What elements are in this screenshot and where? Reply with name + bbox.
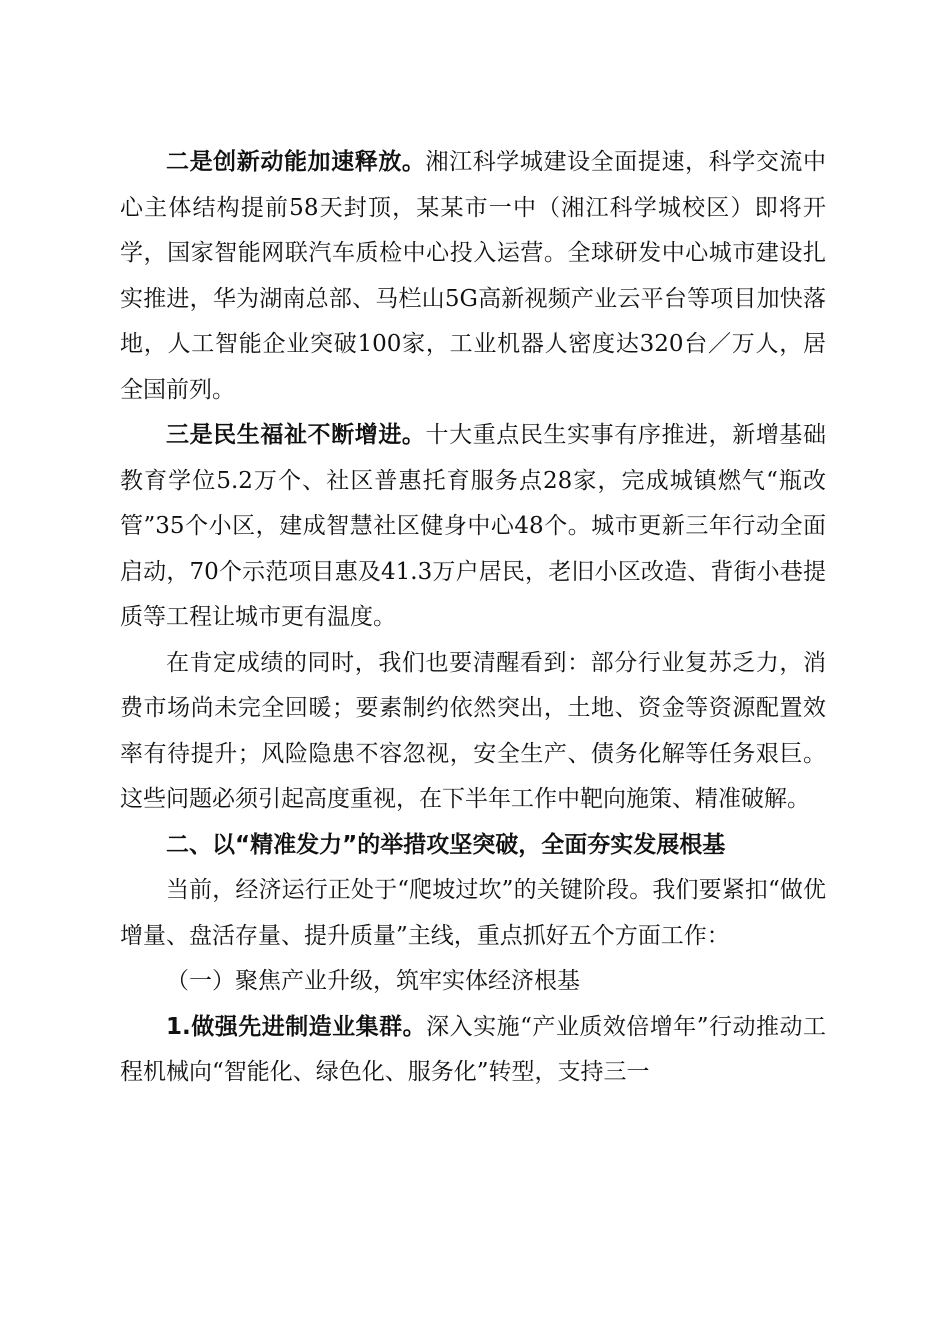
section-heading: 二、以“精准发力”的举措攻坚突破，全面夯实发展根基	[166, 831, 726, 858]
document-page	[120, 140, 826, 1096]
paragraph-innovation	[120, 140, 826, 413]
paragraph-intro: 当前，经济运行正处于“爬坡过坎”的关键阶段。我们要紧扣“做优增量、盘活存量、提升质量”主线，重点抓好五个方面工作：	[120, 877, 826, 949]
paragraph-lead: 三是民生福祉不断增进。	[166, 422, 426, 448]
paragraph-body: 在肯定成绩的同时，我们也要清醒看到：部分行业复苏乏力，消费市场尚未完全回暖；要素制约依然突出，土地、资金等资源配置效率有待提升；风险隐患不容忽视，安全生产、债务化解等任务艰巨。这些问题必须引起高度重视，在下半年工作中靶向施策、精准破解。	[120, 649, 826, 812]
subsection-heading: （一）聚焦产业升级，筑牢实体经济根基	[166, 968, 580, 994]
paragraph-livelihood	[120, 413, 826, 641]
paragraph-lead: 1.做强先进制造业集群。	[166, 1013, 427, 1040]
paragraph-lead: 二是创新动能加速释放。	[166, 149, 426, 175]
paragraph-body: 深入实施“产业质效倍增年”行动推动工程机械向“智能化、绿色化、服务化”转型，支持三一	[120, 1013, 826, 1085]
paragraph-manufacturing	[120, 1005, 826, 1096]
paragraph-body: 十大重点民生实事有序推进，新增基础教育学位5.2万个、社区普惠托育服务点28家，完成城镇燃气“瓶改管”35个小区，建成智慧社区健身中心48个。城市更新三年行动全面启动，70个示范项目惠及41.3万户居民，老旧小区改造、背街小巷提质等工程让城市更有温度。	[120, 422, 827, 630]
paragraph-problems	[120, 641, 826, 823]
paragraph-body: 湘江科学城建设全面提速，科学交流中心主体结构提前58天封顶，某某市一中（湘江科学城校区）即将开学，国家智能网联汽车质检中心投入运营。全球研发中心城市建设扎实推进，华为湖南总部、马栏山5G高新视频产业云平台等项目加快落地，人工智能企业突破100家，工业机器人密度达320台／万人，居全国前列。	[120, 149, 827, 403]
